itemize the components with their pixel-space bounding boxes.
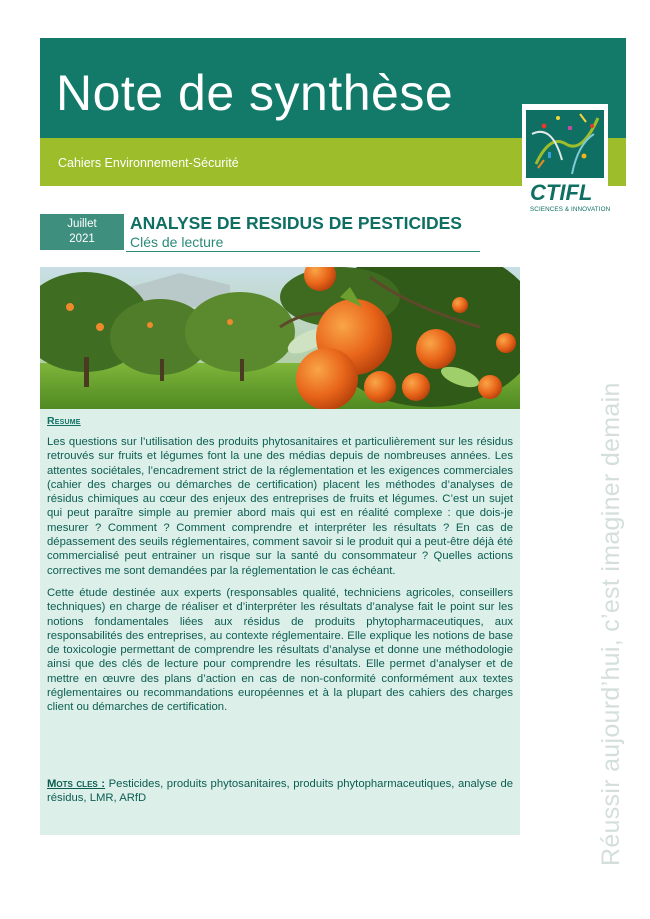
study-subtitle: Clés de lecture [130, 234, 224, 250]
orange-tree-icon [40, 267, 520, 409]
ctifl-logo [522, 104, 611, 220]
date-year: 2021 [69, 233, 95, 245]
logo-wordmark: CTIFL [530, 180, 593, 205]
title-divider [126, 251, 480, 252]
keywords-text: Pesticides, produits phytosanitaires, produits phytopharmaceutiques, analyse de résidus, LMR, ARfD [47, 778, 514, 805]
logo-tagline: SCIENCES & INNOVATION [530, 206, 611, 213]
logo-graphic-icon [522, 104, 608, 180]
document-title: Note de synthèse [56, 65, 454, 121]
series-name: Cahiers Environnement-Sécurité [58, 156, 239, 170]
summary-paragraph: Les questions sur l’utilisation des produits phytosanitaires et particulièrement sur les résidus retrouvés sur fruits et légumes font la une des médias depuis de nombreuses années. Les attentes sociétales, l’encadrement strict de la réglementation et les exigences commerciales (cahier des charges ou démarches de certification) placent les méthodes d’analyses de résidus chimiques au cœur des enjeux des entreprises de fruits et légumes. C’est un sujet qui peut paraître simple au premier abord mais qui est en réalité complexe : que dois-je mesurer ? Comment ? Comment comprendre et interpréter les résultats ? En cas de dépassement des seuils réglementaires, comment savoir si le produit qui a peut-être déjà été commercialisé peut entrainer un risque sur la santé du consommateur ? Quelles actions correctives me sont demandées par la réglementation le cas échéant. [47, 436, 513, 577]
keywords-label: Mots cles : [47, 778, 106, 790]
summary-heading: Resume [47, 415, 81, 427]
date-box [40, 214, 124, 250]
keywords [47, 777, 513, 806]
date-month: Juillet [67, 218, 97, 230]
study-title: ANALYSE DE RESIDUS DE PESTICIDES [130, 213, 462, 233]
summary-paragraph: Cette étude destinée aux experts (responsables qualité, techniciens agricoles, conseillers techniques) en charge de réaliser et d’interpréter les résultats d’analyse fait le point sur les notions fondamentales liées aux résidus de produits phytopharmaceutiques, aux responsabilités des entreprises, au contexte réglementaire. Elle explique les notions de base de toxicologie permettant de comprendre les résultats d’analyse et donne une méthodologie ainsi que des clés de lecture pour comprendre les résultats. Elle permet d’analyser et de mettre en œuvre des plans d’action en cas de non-conformité conformément aux textes réglementaires ou recommandations européennes et à la plupart des cahiers des charges client ou démarches de certification. [47, 586, 513, 714]
summary-box [40, 409, 520, 835]
vertical-slogan: Réussir aujourd’hui, c’est imaginer demain [597, 382, 625, 866]
orange-tree-photo [40, 267, 520, 409]
